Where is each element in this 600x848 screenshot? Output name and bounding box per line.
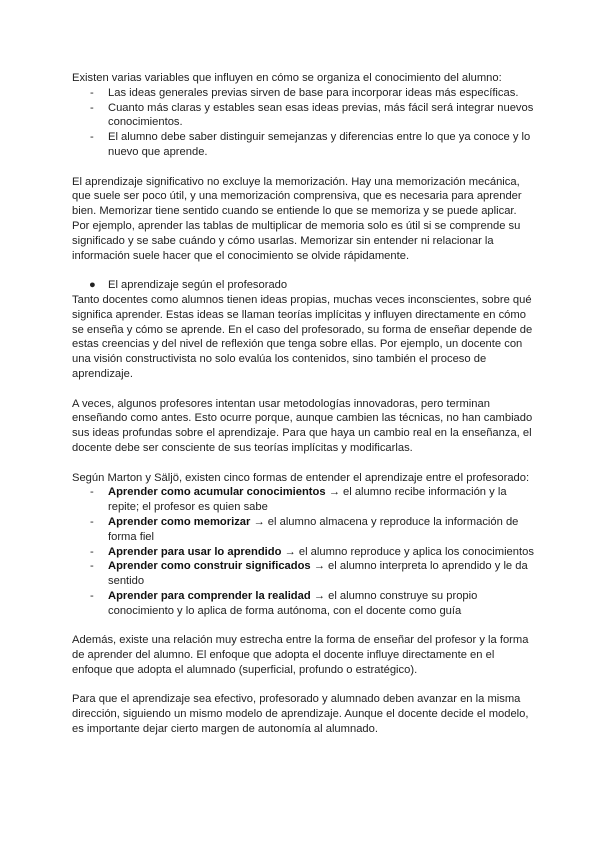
list-item-desc: → el alumno recibe información y la repite; el profesor es quien sabe xyxy=(108,486,507,514)
list-item xyxy=(72,559,534,589)
paragraph-metodologias: A veces, algunos profesores intentan usar metodologías innovadoras, pero terminan enseñando como antes. Esto ocurre porque, aunque cambien las técnicas, no han cambiado sus ideas profundas sobre el aprendizaje. Para que haya un cambio real en la enseñanza, el docente debe ser consciente de sus teorías implícitas y modificarlas. xyxy=(72,397,533,454)
list-item-desc: → el alumno reproduce y aplica los conocimientos xyxy=(281,545,534,558)
marton-list xyxy=(72,485,534,618)
paragraph-relacion: Además, existe una relación muy estrecha entre la forma de enseñar del profesor y la forma de aprender del alumno. El enfoque que adopta el docente influye directamente en el enfoque que adopta el alumnado (superficial, profundo o estratégico). xyxy=(72,634,529,676)
list-item-term: Aprender para usar lo aprendido xyxy=(108,545,282,558)
list-item xyxy=(72,515,534,545)
list-item-term: Aprender como memorizar xyxy=(108,515,251,528)
list-item: - El alumno debe saber distinguir semejanzas y diferencias entre lo que ya conoce y lo nuevo que aprende. xyxy=(72,130,534,160)
intro-lead: Existen varias variables que influyen en cómo se organiza el conocimiento del alumno: xyxy=(72,72,502,84)
section-heading-text: El aprendizaje según el profesorado xyxy=(108,279,288,292)
list-item xyxy=(72,589,534,619)
list-item xyxy=(72,545,534,560)
paragraph-direccion: Para que el aprendizaje sea efectivo, profesorado y alumnado deben avanzar en la misma dirección, siguiendo un mismo modelo de aprendizaje. Aunque el docente decide el modelo, es importante dejar cierto margen de autonomía al alumnado. xyxy=(72,693,529,736)
document-page xyxy=(72,71,534,752)
list-item-desc: → el alumno construye su propio conocimiento y lo aplica de forma autónoma, con el docente como guía xyxy=(108,589,478,617)
list-item-term: Aprender como acumular conocimientos xyxy=(108,486,326,499)
list-item: - Cuanto más claras y estables sean esas ideas previas, más fácil será integrar nuevos conocimientos. xyxy=(72,101,534,131)
paragraph-docentes: Tanto docentes como alumnos tienen ideas propias, muchas veces inconscientes, sobre qué significa aprender. Estas ideas se llaman teorías implícitas y influyen directamente en cómo se enseña y cómo se aprende. En el caso del profesorado, su forma de enseñar depende de estas creencias y del nivel de reflexión que tenga sobre ellas. Por ejemplo, un docente con una visión constructivista no solo evalúa los contenidos, sino también el proceso de aprendizaje. xyxy=(72,293,533,380)
list-item: - Las ideas generales previas sirven de base para incorporar ideas más específicas. xyxy=(72,86,534,101)
list-item-term: Aprender para comprender la realidad xyxy=(108,589,311,602)
section-heading xyxy=(72,278,534,293)
intro-list xyxy=(72,86,534,160)
bullet-icon: ● xyxy=(89,279,96,292)
list-item xyxy=(72,485,534,515)
list-item-desc: → el alumno interpreta lo aprendido y le da sentido xyxy=(108,560,528,588)
marton-lead: Según Marton y Säljö, existen cinco formas de entender el aprendizaje entre el profesorado: xyxy=(72,471,530,484)
list-item-term: Aprender como construir significados xyxy=(108,560,311,573)
paragraph-memorizacion: El aprendizaje significativo no excluye la memorización. Hay una memorización mecánica, que suele ser poco útil, y una memorización comprensiva, que es necesaria para aprender bien. Memorizar tiene sentido cuando se entiende lo que se memoriza y se puede aplicar. Por ejemplo, aprender las tablas de multiplicar de memoria solo es útil si se comprende su significado y se sabe cuándo y cómo usarlas. Memorizar sin entender ni relacionar la información suele hacer que el conocimiento se olvide rápidamente. xyxy=(72,175,522,262)
list-item-desc: → el alumno almacena y reproduce la información de forma fiel xyxy=(108,515,519,543)
